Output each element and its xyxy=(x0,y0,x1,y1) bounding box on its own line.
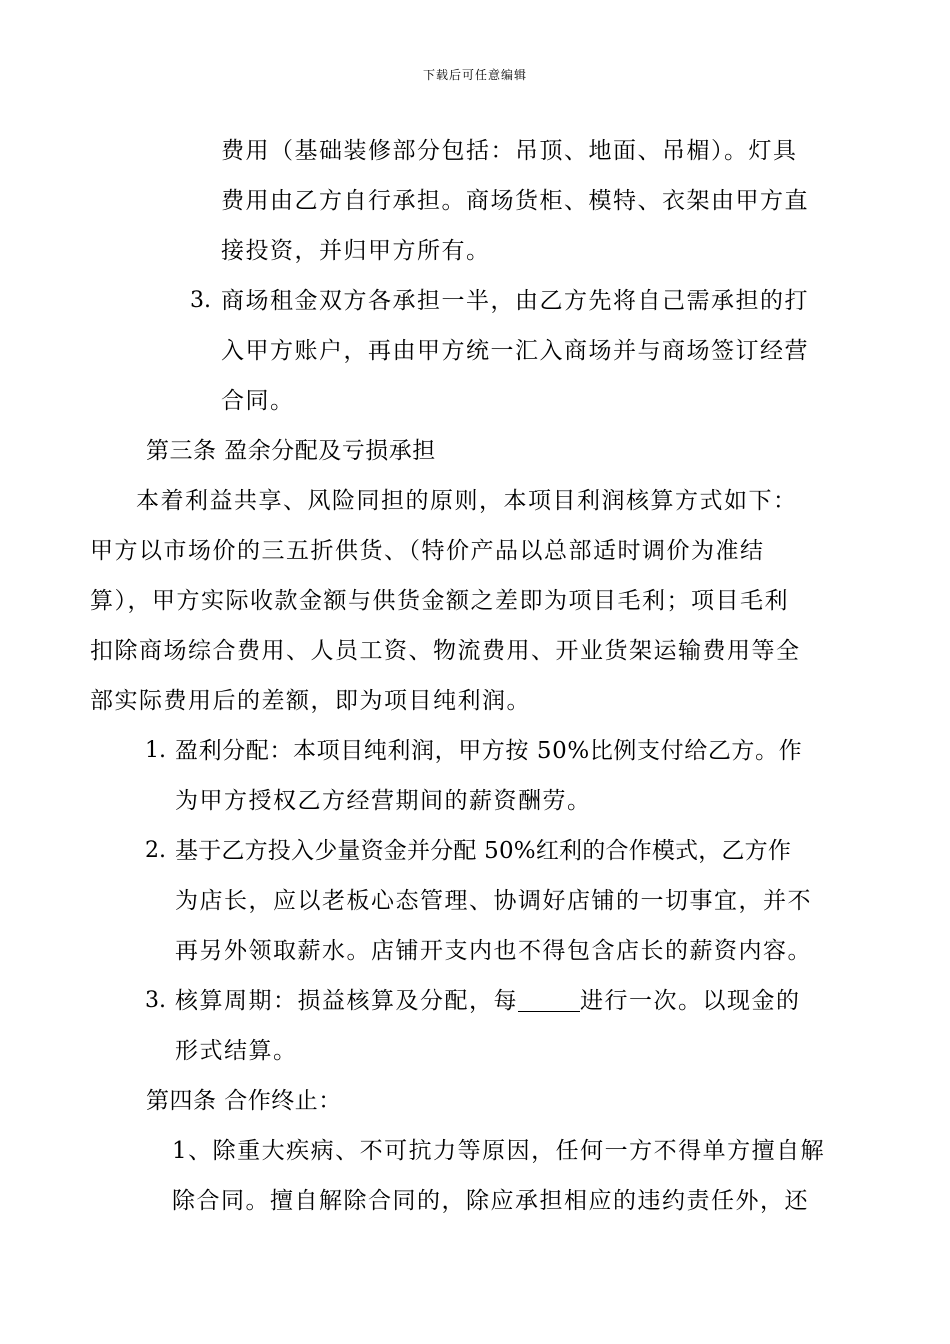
sec3-item3-text-a: 核算周期：损益核算及分配，每 xyxy=(175,988,518,1014)
sec3-para-line-3: 算），甲方实际收款金额与供货金额之差即为项目毛利；项目毛利 xyxy=(90,588,789,614)
sec2-item2-line-2: 费用由乙方自行承担。商场货柜、模特、衣架由甲方直 xyxy=(221,188,809,214)
sec3-item2-line-2: 为店长，应以老板心态管理、协调好店铺的一切事宜，并不 xyxy=(175,888,812,914)
sec2-item3-number: 3. xyxy=(190,288,211,313)
sec2-item3-line-2: 入甲方账户，再由甲方统一汇入商场并与商场签订经营 xyxy=(221,338,809,364)
sec2-item3-line-1: 商场租金双方各承担一半，由乙方先将自己需承担的打 xyxy=(221,288,809,314)
sec4-item1-line-1: 1、除重大疾病、不可抗力等原因，任何一方不得单方擅自解 xyxy=(172,1138,826,1164)
sec3-item3-line-2: 形式结算。 xyxy=(175,1038,298,1064)
page-header: 下载后可任意编辑 xyxy=(422,68,527,82)
sec2-item2-line-1: 费用（基础装修部分包括：吊顶、地面、吊楣）。灯具 xyxy=(221,138,798,164)
sec3-item3-number: 3. xyxy=(145,988,166,1013)
sec3-title: 第三条 盈余分配及亏损承担 xyxy=(146,438,436,464)
sec2-item2-line-3: 接投资，并归甲方所有。 xyxy=(221,238,491,264)
sec4-title: 第四条 合作终止： xyxy=(146,1088,342,1114)
sec3-para-line-1: 本着利益共享、风险同担的原则，本项目利润核算方式如下： xyxy=(136,488,798,514)
sec3-item2-line-3: 再另外领取薪水。店铺开支内也不得包含店长的薪资内容。 xyxy=(175,938,812,964)
sec3-para-line-5: 部实际费用后的差额，即为项目纯利润。 xyxy=(90,688,531,714)
fill-in-blank[interactable] xyxy=(518,989,580,1012)
sec3-para-line-2: 甲方以市场价的三五折供货、（特价产品以总部适时调价为准结 xyxy=(90,538,765,564)
sec3-item3-line-1 xyxy=(175,986,801,1016)
sec3-item1-line-2: 为甲方授权乙方经营期间的薪资酬劳。 xyxy=(175,788,592,814)
sec3-para-line-4: 扣除商场综合费用、人员工资、物流费用、开业货架运输费用等全 xyxy=(90,638,801,664)
sec2-item3-line-3: 合同。 xyxy=(221,388,295,414)
sec3-item1-number: 1. xyxy=(145,738,166,763)
sec4-item1-line-2: 除合同。擅自解除合同的，除应承担相应的违约责任外，还 xyxy=(172,1188,809,1214)
sec3-item2-line-1: 基于乙方投入少量资金并分配 50%红利的合作模式，乙方作 xyxy=(175,838,792,864)
sec3-item3-text-b: 进行一次。以现金的 xyxy=(580,988,801,1014)
sec3-item2-number: 2. xyxy=(145,838,166,863)
sec3-item1-line-1: 盈利分配：本项目纯利润，甲方按 50%比例支付给乙方。作 xyxy=(175,738,803,764)
